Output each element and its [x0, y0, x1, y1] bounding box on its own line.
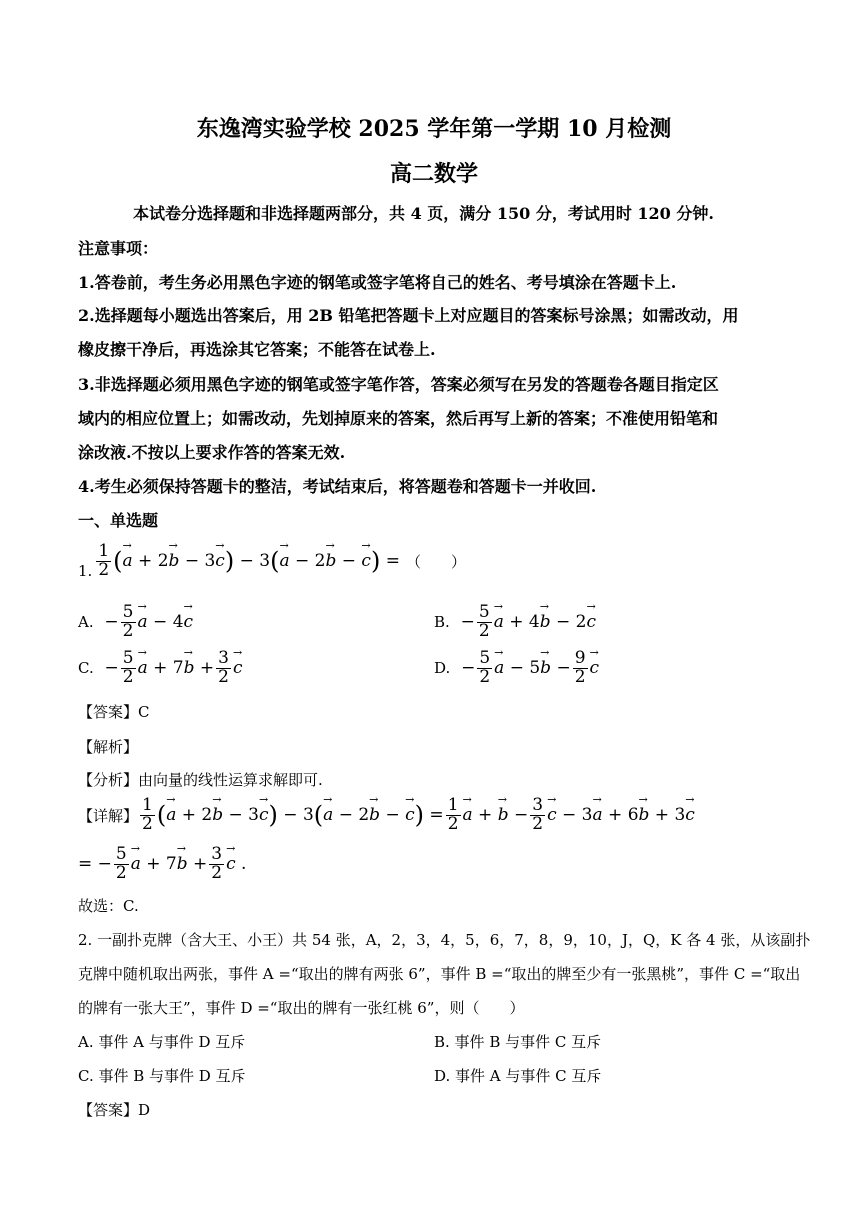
- exam-intro: 本试卷分选择题和非选择题两部分，共 4 页，满分 150 分，考试用时 120 分钟.: [133, 204, 714, 223]
- section-heading: 一、单选题: [78, 511, 159, 530]
- notice-item: 3.非选择题必须用黑色字迹的钢笔或签字笔作答，答案必须写在另发的答题卷各题目指定区: [78, 375, 719, 394]
- fenxi-line: 【分析】由向量的线性运算求解即可.: [78, 771, 323, 789]
- notice-item: 4.考生必须保持答题卡的整洁，考试结束后，将答题卷和答题卡一并收回.: [78, 477, 597, 496]
- question-2-line: 2. 一副扑克牌（含大王、小王）共 54 张，A，2，3，4，5，6，7，8，9，10，J，Q，K 各 4 张，从该副扑: [78, 931, 811, 949]
- detail-solution-line2: = − $\frac{5}{2}$ → a + 7 → b + $\frac{3}{2}$ → c .: [78, 846, 246, 883]
- question-1-stem: 1. $\frac{1}{2}$ ( → a + 2 → b − 3 → c ) − 3 ( → a − 2 → b − → c ) = （ ）: [78, 543, 466, 580]
- question-2-line: 的牌有一张大王”，事件 D =“取出的牌有一张红桃 6”，则（ ）: [78, 999, 525, 1017]
- notice-item: 涂改液.不按以上要求作答的答案无效.: [78, 443, 346, 462]
- option-c: C. 事件 B 与事件 D 互斥: [78, 1067, 246, 1085]
- answer-value: C: [138, 703, 150, 721]
- notice-item: 域内的相应位置上；如需改动，先划掉原来的答案，然后再写上新的答案；不准使用铅笔和: [78, 409, 719, 428]
- option-d: D. 事件 A 与事件 C 互斥: [434, 1067, 602, 1085]
- detail-solution-line1: 【详解】 $\frac{1}{2}$ ( → a + 2 → b − 3 → c ) − 3 ( → a − 2 → b − → c ) = $\frac{1}{2}$ → a + → b − $\frac{3}{2}$ → c − 3 → a + 6 → b + 3 → c: [78, 797, 695, 834]
- answer-line: [78, 1099, 150, 1120]
- notice-heading: 注意事项：: [78, 239, 159, 258]
- option-d: D. − $\frac{5}{2}$ → a − 5 → b − $\frac{9}{2}$ → c: [434, 650, 599, 687]
- exam-subject: 高二数学: [389, 161, 478, 187]
- notice-item: 2.选择题每小题选出答案后，用 2B 铅笔把答题卡上对应题目的答案标号涂黑；如需改动，用: [78, 306, 739, 325]
- option-a: A. 事件 A 与事件 D 互斥: [78, 1033, 246, 1051]
- math-fraction: $\frac{1}{2}$: [98, 541, 110, 580]
- analysis-label: 【解析】: [78, 738, 139, 756]
- conclusion: 故选：C.: [78, 897, 139, 915]
- detail-label: 【详解】: [78, 806, 139, 825]
- notice-item: 橡皮擦干净后，再选涂其它答案；不能答在试卷上.: [78, 340, 436, 359]
- option-b: B. 事件 B 与事件 C 互斥: [434, 1033, 602, 1051]
- question-2-line: 克牌中随机取出两张，事件 A =“取出的牌有两张 6”，事件 B =“取出的牌至少有一张黑桃”，事件 C =“取出: [78, 965, 801, 983]
- option-a: A. − $\frac{5}{2}$ → a − 4 → c: [78, 604, 193, 641]
- answer-label: 【答案】: [78, 1101, 139, 1119]
- option-c: C. − $\frac{5}{2}$ → a + 7 → b + $\frac{3}{2}$ → c: [78, 650, 243, 687]
- answer-blank: （ ）: [405, 552, 466, 571]
- question-number: 1.: [78, 561, 93, 580]
- answer-label: 【答案】: [78, 703, 139, 721]
- answer-value: D: [138, 1101, 151, 1119]
- notice-item: 1.答卷前，考生务必用黑色字迹的钢笔或签字笔将自己的姓名、考号填涂在答题卡上.: [78, 273, 677, 292]
- exam-title: 东逸湾实验学校 2025 学年第一学期 10 月检测: [196, 116, 672, 142]
- option-b: B. − $\frac{5}{2}$ → a + 4 → b − 2 → c: [434, 604, 596, 641]
- answer-line: [78, 701, 150, 722]
